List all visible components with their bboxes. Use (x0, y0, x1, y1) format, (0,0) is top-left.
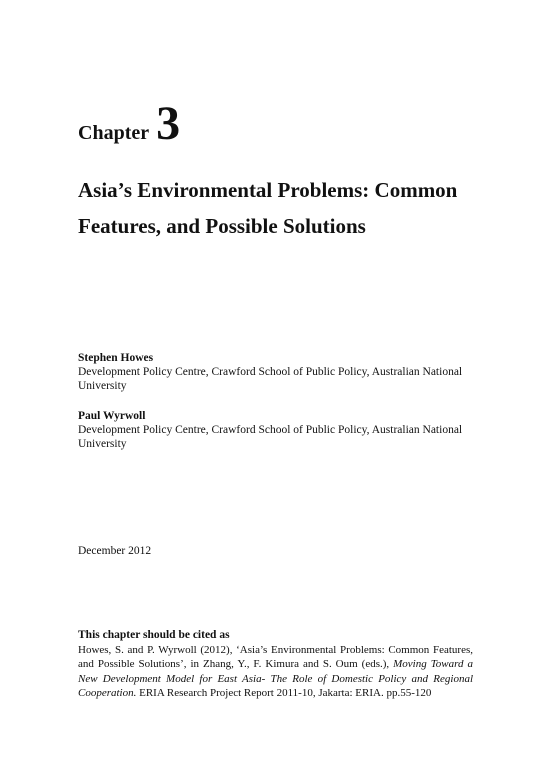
citation-book-title: Moving Toward a New Development Model for East Asia- The Role of Domestic Policy and Regional Cooperation. (78, 658, 473, 699)
chapter-heading (78, 97, 181, 150)
citation-text-end: ERIA Research Project Report 2011-10, Jakarta: ERIA. pp.55-120 (136, 687, 432, 699)
author-block (78, 351, 478, 393)
chapter-label: Chapter (78, 122, 150, 144)
author-name: Stephen Howes (78, 352, 154, 364)
chapter-number: 3 (156, 97, 181, 150)
citation-text (78, 643, 473, 701)
author-affiliation: Development Policy Centre, Crawford School of Public Policy, Australian National University (78, 424, 463, 450)
chapter-title: Asia’s Environmental Problems: Common Features, and Possible Solutions (78, 178, 458, 238)
author-block (78, 409, 478, 451)
citation-heading: This chapter should be cited as (78, 629, 230, 641)
citation-block (78, 628, 473, 701)
author-name: Paul Wyrwoll (78, 410, 146, 422)
author-affiliation: Development Policy Centre, Crawford School of Public Policy, Australian National University (78, 366, 463, 392)
publication-date: December 2012 (78, 545, 152, 557)
citation-text-start: Howes, S. and P. Wyrwoll (2012), ‘Asia’s Environmental Problems: Common Features, and Possible Solutions’, in Zhang, Y., F. Kimura and S. Oum (eds.), (78, 643, 473, 670)
